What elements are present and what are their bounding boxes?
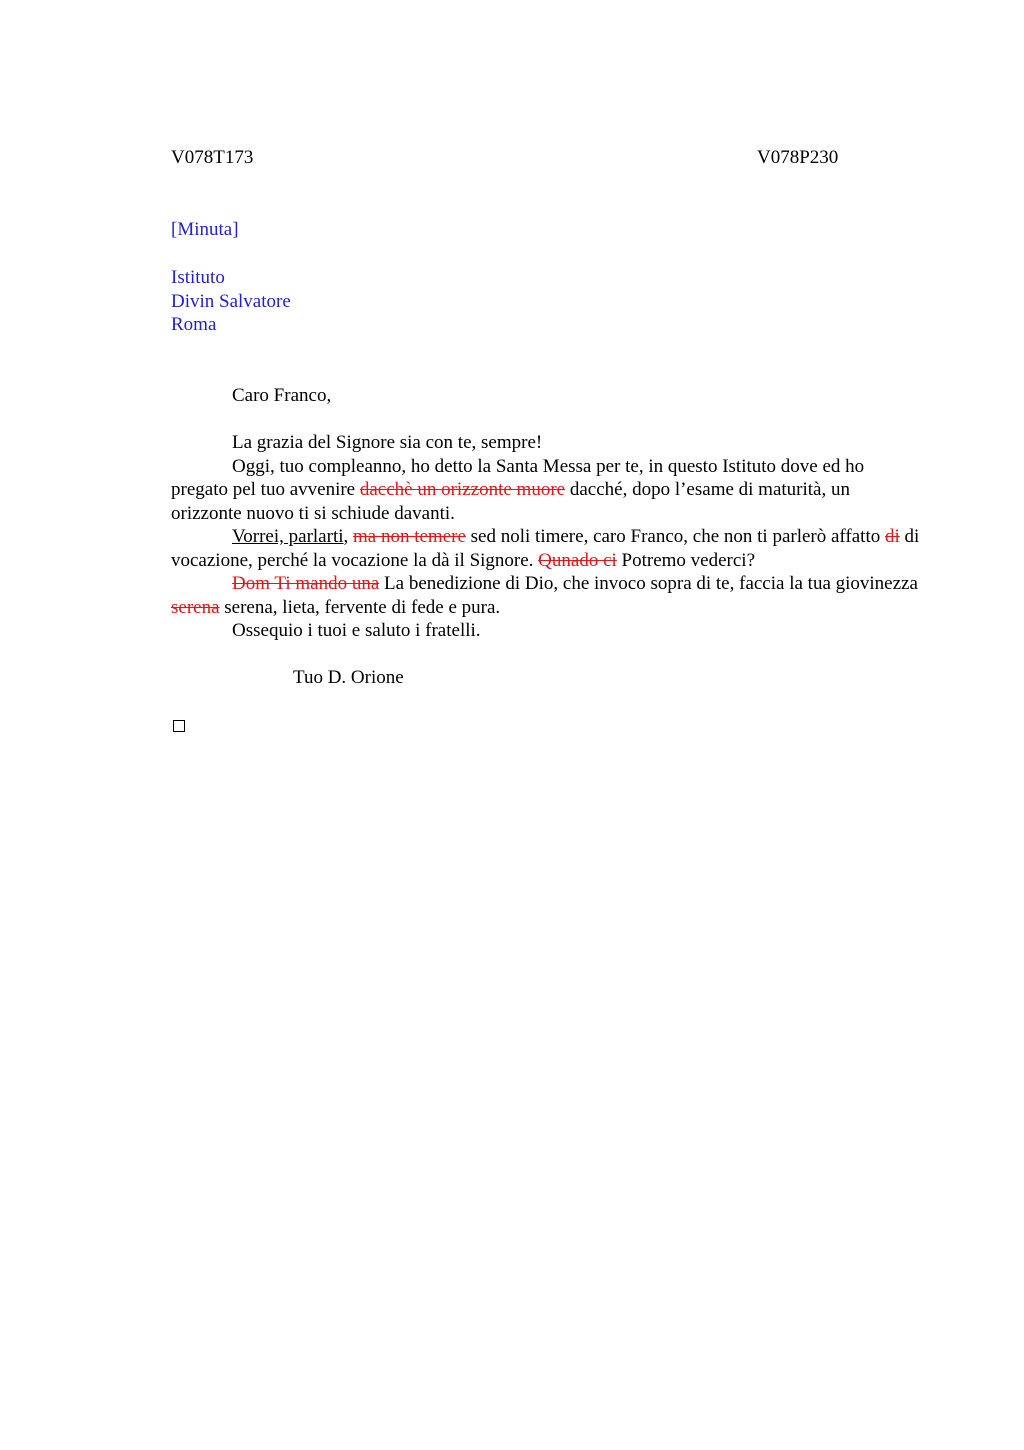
paragraph — [171, 431, 923, 455]
minuta-note: [Minuta] — [171, 219, 239, 240]
deleted-text: dacchè un orizzonte muore — [359, 479, 566, 500]
paragraph-text: Ossequio i tuoi e saluto i fratelli. — [232, 620, 481, 641]
paragraph-text: serena, lieta, fervente di fede e pura. — [219, 596, 501, 618]
address-block — [171, 266, 291, 337]
paragraph — [171, 619, 923, 643]
paragraph-text: Potremo vederci? — [616, 549, 756, 571]
address-line: Istituto — [171, 267, 225, 288]
deleted-text: di — [884, 526, 900, 547]
paragraph-text: di vocazione, perché la vocazione la dà il Signore. — [171, 526, 920, 571]
underlined-text: Vorrei, parlarti — [232, 526, 344, 547]
address-line: Divin Salvatore — [171, 290, 291, 312]
letter-body — [171, 384, 923, 690]
deleted-text: ma non temere — [353, 526, 466, 547]
end-of-document-square-icon — [173, 720, 185, 732]
address-line: Roma — [171, 314, 217, 335]
paragraph-text: sed noli timere, caro Franco, che non ti parlerò affatto — [465, 526, 885, 547]
document-code-left: V078T173 — [171, 147, 254, 168]
paragraph-text: Oggi, tuo compleanno, ho detto la Santa Messa per te, in questo Istituto dove ed ho pregato pel tuo avvenire — [171, 455, 865, 500]
deleted-text: serena — [171, 596, 220, 618]
deleted-text: Dom Ti mando una — [232, 573, 380, 594]
paragraph-text: , — [343, 526, 353, 547]
paragraph — [171, 525, 923, 572]
paragraph-text: dacché, dopo l’esame di maturità, un orizzonte nuovo ti si schiude davanti. — [171, 479, 850, 524]
deleted-text: Qunado ci — [538, 549, 617, 571]
document-code-right: V078P230 — [757, 147, 839, 168]
paragraph-text: La grazia del Signore sia con te, sempre! — [232, 432, 543, 453]
salutation: Caro Franco, — [232, 385, 332, 406]
signature: Tuo D. Orione — [293, 667, 404, 688]
paragraph — [171, 572, 923, 619]
paragraph — [171, 455, 923, 526]
paragraph-text: La benedizione di Dio, che invoco sopra di te, faccia la tua giovinezza — [379, 573, 918, 594]
